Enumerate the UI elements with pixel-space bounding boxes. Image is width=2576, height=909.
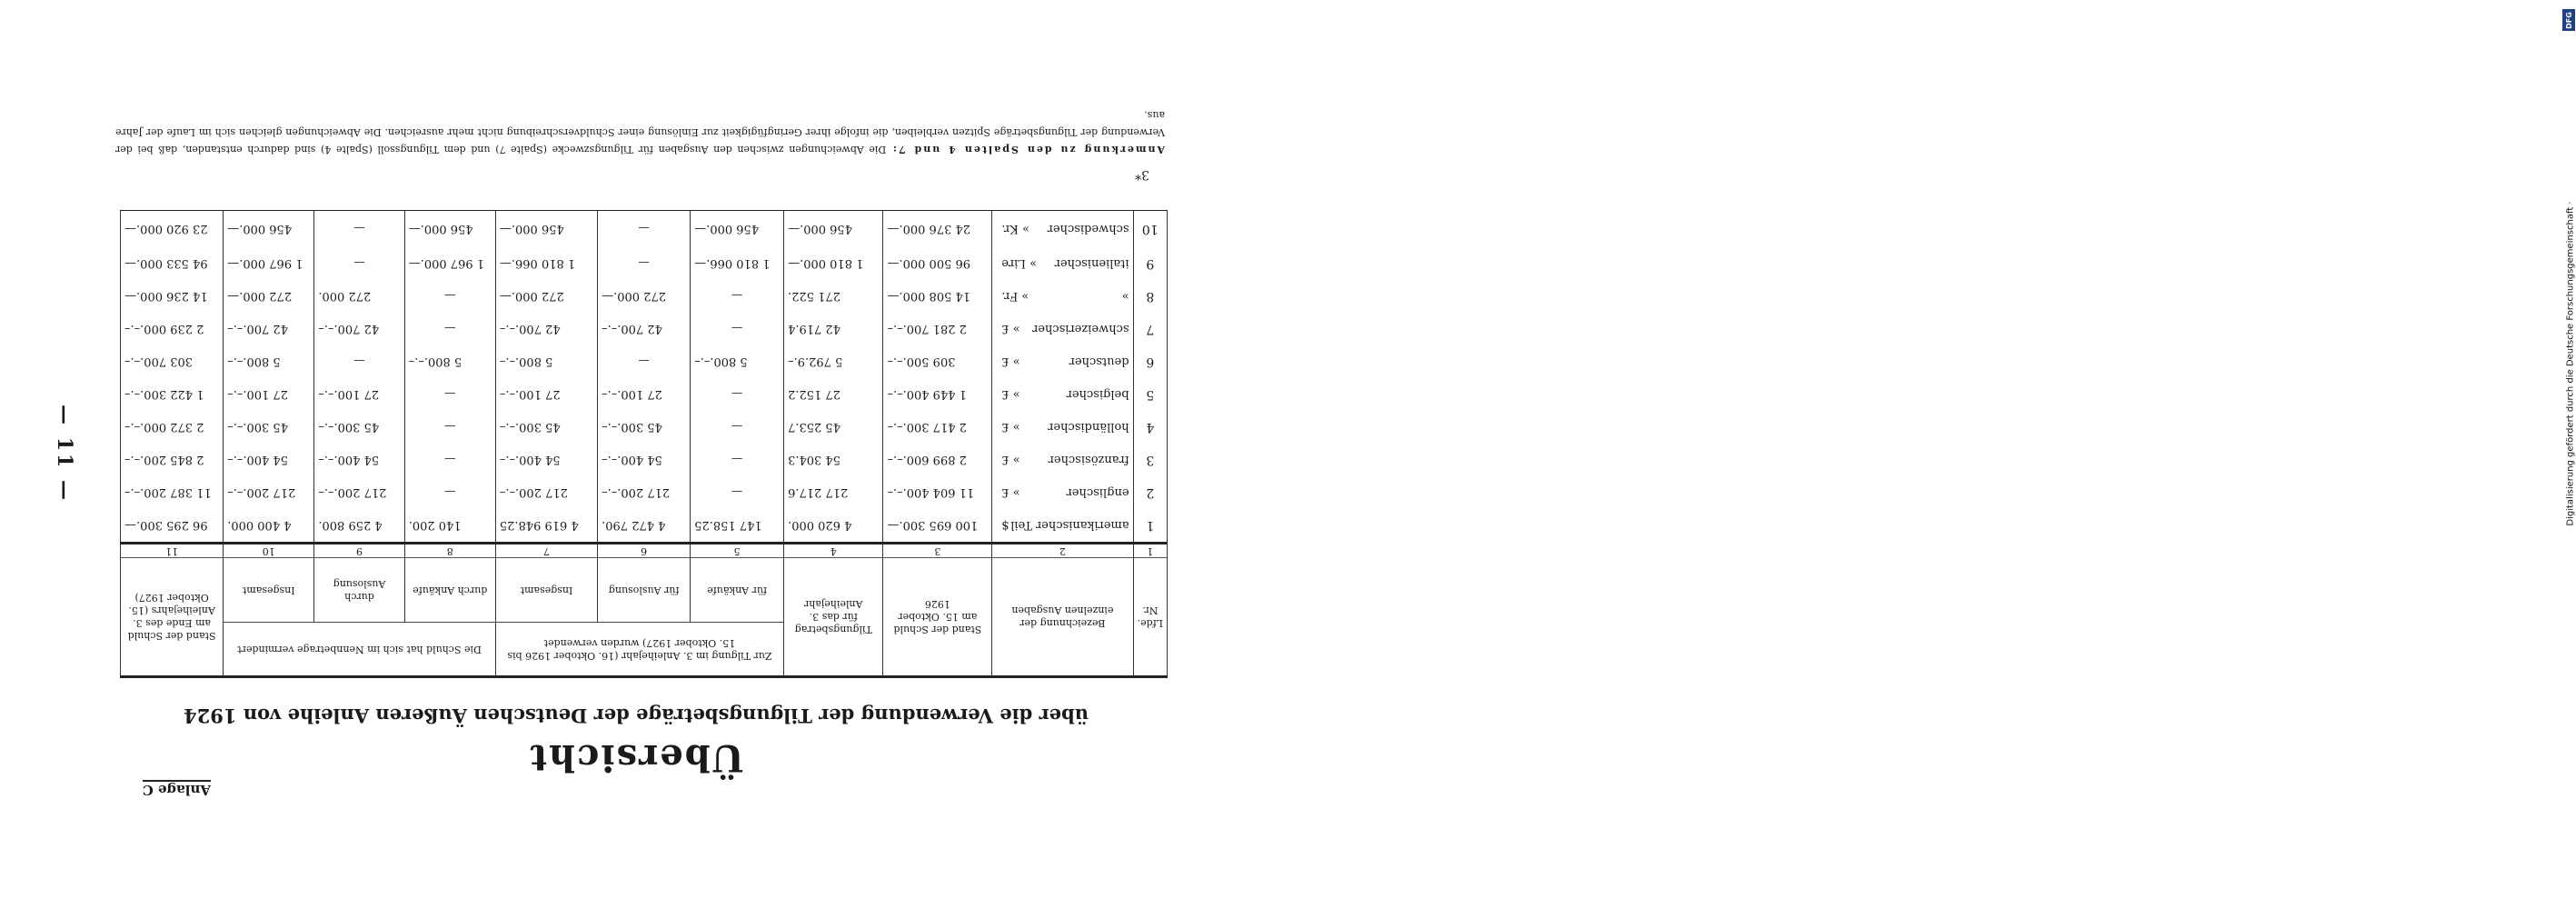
- cell-c5: —: [691, 313, 784, 345]
- row-name: amerikanischer Teil: [1010, 518, 1129, 533]
- cell-c3: 14 508 000.—: [883, 280, 992, 313]
- cell-c8: —: [404, 313, 495, 345]
- scanned-page: [0, 0, 1272, 909]
- row-description: [992, 476, 1133, 509]
- cell-c10: 272 000.—: [224, 280, 314, 313]
- header-insgesamt: Insgesamt: [495, 558, 597, 623]
- page-subtitle: über die Verwendung der Tilgungsbeträge der Deutschen Äußeren Anleihe von 1924: [184, 704, 1089, 727]
- cell-c4: 1 810 000.—: [784, 247, 883, 280]
- cell-c9: 272 000.: [314, 280, 404, 313]
- cell-c4: 217 217.6: [784, 476, 883, 509]
- column-number: 4: [784, 544, 883, 558]
- row-currency: » £: [1001, 453, 1020, 467]
- cell-c6: 4 472 790.: [598, 509, 691, 544]
- digitization-credit: Digitalisierung gefördert durch die Deutsche Forschungsgemeinschaft ·: [2565, 201, 2576, 526]
- row-number: 9: [1133, 247, 1167, 280]
- row-name: schweizerischer: [1032, 322, 1129, 336]
- row-description: [992, 509, 1133, 544]
- cell-c9: —: [314, 211, 404, 248]
- header-auslosung: für Auslosung: [598, 558, 691, 623]
- header-ankaeufe: für Ankäufe: [691, 558, 784, 623]
- cell-c6: —: [598, 247, 691, 280]
- header-lfde: Lfde. Nr.: [1133, 558, 1167, 677]
- cell-c8: 1 967 000.—: [404, 247, 495, 280]
- cell-c7: 1 810 066.—: [495, 247, 597, 280]
- cell-c4: 5 792.9.–: [784, 345, 883, 378]
- attachment-label: Anlage C: [142, 782, 211, 798]
- table-row: [121, 411, 1168, 444]
- cell-c3: 2 899 600.–.–: [883, 444, 992, 476]
- cell-c3: 11 604 400.–.–: [883, 476, 992, 509]
- column-number: 2: [992, 544, 1133, 558]
- cell-c6: 42 700.–.–: [598, 313, 691, 345]
- cell-c7: 5 800.–.–: [495, 345, 597, 378]
- cell-c9: —: [314, 345, 404, 378]
- cell-c11: 2 239 000.–.–: [121, 313, 224, 345]
- cell-c8: 5 800.–.–: [404, 345, 495, 378]
- cell-c7: 27 100.–.–: [495, 378, 597, 411]
- header-group-schuld: Die Schuld hat sich im Nennbetrage vermindert: [224, 623, 496, 677]
- cell-c4: 27 152.2: [784, 378, 883, 411]
- header-bezeichnung: Bezeichnung der einzelnen Ausgaben: [992, 558, 1133, 677]
- table-row: [121, 280, 1168, 313]
- cell-c3: 24 376 000.—: [883, 211, 992, 248]
- data-table: [120, 210, 1168, 678]
- cell-c9: 27 100.–.–: [314, 378, 404, 411]
- cell-c7: 217 200.–.–: [495, 476, 597, 509]
- header-stand-ende: Stand der Schuld am Ende des 3. Anleihejahrs (15. Oktober 1927): [121, 558, 224, 677]
- header-durch-ankaeufe: durch Ankäufe: [404, 558, 495, 623]
- cell-c10: 456 000.—: [224, 211, 314, 248]
- cell-c4: 456 000.—: [784, 211, 883, 248]
- cell-c4: 42 719.4: [784, 313, 883, 345]
- page-number: — 11 —: [53, 405, 77, 503]
- table-row: [121, 345, 1168, 378]
- row-currency: » £: [1001, 322, 1020, 336]
- cell-c10: 4 400 000.: [224, 509, 314, 544]
- footnote-label: Anmerkung zu den Spalten 4 und 7:: [890, 144, 1165, 155]
- header-insgesamt-2: Insgesamt: [224, 558, 314, 623]
- cell-c5: —: [691, 444, 784, 476]
- table-row: [121, 509, 1168, 544]
- cell-c3: 2 417 300.–.–: [883, 411, 992, 444]
- cell-c7: 456 000.—: [495, 211, 597, 248]
- row-number: 5: [1133, 378, 1167, 411]
- cell-c6: 45 300.–.–: [598, 411, 691, 444]
- table-row: [121, 444, 1168, 476]
- cell-c10: 1 967 000.—: [224, 247, 314, 280]
- cell-c3: 309 500.–.–: [883, 345, 992, 378]
- row-currency: » Lire: [1001, 256, 1038, 271]
- table-row: [121, 378, 1168, 411]
- cell-c6: —: [598, 345, 691, 378]
- row-description: [992, 411, 1133, 444]
- cell-c10: 27 100.–.–: [224, 378, 314, 411]
- cell-c11: 96 295 300.—: [121, 509, 224, 544]
- row-name: holländischer: [1048, 420, 1129, 435]
- header-durch-auslosung: durch Auslosung: [314, 558, 404, 623]
- row-description: [992, 211, 1133, 248]
- row-number: 7: [1133, 313, 1167, 345]
- row-name: italienischer: [1054, 256, 1129, 271]
- cell-c11: 1 422 300.–.–: [121, 378, 224, 411]
- row-name: schwedischer: [1047, 222, 1129, 236]
- row-number: 1: [1133, 509, 1167, 544]
- cell-c5: —: [691, 280, 784, 313]
- cell-c3: 1 449 400.–.–: [883, 378, 992, 411]
- cell-c7: 42 700.–.–: [495, 313, 597, 345]
- row-number: 6: [1133, 345, 1167, 378]
- cell-c7: 272 000.—: [495, 280, 597, 313]
- cell-c6: 272 000.—: [598, 280, 691, 313]
- cell-c10: 42 700.–.–: [224, 313, 314, 345]
- row-description: [992, 280, 1133, 313]
- cell-c8: 140 200.: [404, 509, 495, 544]
- column-number: 5: [691, 544, 784, 558]
- row-currency: » £: [1001, 387, 1020, 402]
- cell-c3: 100 695 300.—: [883, 509, 992, 544]
- cell-c7: 54 400.–.–: [495, 444, 597, 476]
- row-description: [992, 313, 1133, 345]
- row-currency: » Fr.: [1001, 289, 1029, 304]
- cell-c7: 4 619 948.25: [495, 509, 597, 544]
- cell-c8: —: [404, 280, 495, 313]
- signature-mark: 3*: [1135, 167, 1149, 182]
- cell-c6: 217 200.–.–: [598, 476, 691, 509]
- cell-c4: 4 620 000.: [784, 509, 883, 544]
- column-number: 8: [404, 544, 495, 558]
- cell-c8: —: [404, 411, 495, 444]
- row-number: 10: [1133, 211, 1167, 248]
- cell-c4: 54 304.3: [784, 444, 883, 476]
- cell-c6: 54 400.–.–: [598, 444, 691, 476]
- column-number: 1: [1133, 544, 1167, 558]
- row-name: belgischer: [1066, 387, 1129, 402]
- cell-c3: 2 281 700.–.–: [883, 313, 992, 345]
- cell-c5: 1 810 066.—: [691, 247, 784, 280]
- cell-c11: 14 236 000.—: [121, 280, 224, 313]
- row-currency: » Kr.: [1001, 222, 1029, 236]
- footnote-text: Die Abweichungen zwischen den Ausgaben für Tilgungszwecke (Spalte 7) und dem Tilgungssoll (Spalte 4) sind dadurch entstanden, daß bei der Verwendung der Tilgungsbeträge Spitzen verbleiben, die infolge ihrer Geringfügigkeit zur Einlösung einer Schuldverschreibung nicht mehr ausreichen. Die Abweichungen gleichen sich im Laufe der Jahre aus.: [115, 109, 1165, 155]
- cell-c5: —: [691, 411, 784, 444]
- column-number: 11: [121, 544, 224, 558]
- row-name: »: [1121, 289, 1129, 304]
- row-name: deutscher: [1069, 355, 1129, 369]
- cell-c10: 45 300.–.–: [224, 411, 314, 444]
- column-number: 9: [314, 544, 404, 558]
- cell-c11: 11 387 200.–.–: [121, 476, 224, 509]
- cell-c9: 45 300.–.–: [314, 411, 404, 444]
- cell-c11: 2 845 200.–.–: [121, 444, 224, 476]
- cell-c7: 45 300.–.–: [495, 411, 597, 444]
- row-number: 8: [1133, 280, 1167, 313]
- table-row: [121, 247, 1168, 280]
- row-number: 3: [1133, 444, 1167, 476]
- row-name: englischer: [1066, 485, 1129, 500]
- row-number: 4: [1133, 411, 1167, 444]
- row-description: [992, 444, 1133, 476]
- cell-c9: 42 700.–.–: [314, 313, 404, 345]
- row-name: französischer: [1048, 453, 1129, 467]
- cell-c5: 5 800.–.–: [691, 345, 784, 378]
- row-number: 2: [1133, 476, 1167, 509]
- cell-c5: —: [691, 378, 784, 411]
- cell-c4: 45 253.7: [784, 411, 883, 444]
- cell-c6: 27 100.–.–: [598, 378, 691, 411]
- column-number: 6: [598, 544, 691, 558]
- table-row: [121, 211, 1168, 248]
- page-title: Übersicht: [528, 736, 744, 779]
- cell-c10: 54 400.–.–: [224, 444, 314, 476]
- row-currency: $: [1001, 518, 1010, 533]
- cell-c8: —: [404, 444, 495, 476]
- row-currency: » £: [1001, 420, 1020, 435]
- row-description: [992, 345, 1133, 378]
- cell-c8: —: [404, 378, 495, 411]
- cell-c9: 217 200.–.–: [314, 476, 404, 509]
- cell-c10: 217 200.–.–: [224, 476, 314, 509]
- cell-c3: 96 500 000.—: [883, 247, 992, 280]
- cell-c11: 2 372 000.–.–: [121, 411, 224, 444]
- row-currency: » £: [1001, 355, 1020, 369]
- cell-c5: 147 158.25: [691, 509, 784, 544]
- dfg-logo: DFG: [2562, 9, 2575, 31]
- header-stand-1926: Stand der Schuld am 15. Oktober 1926: [883, 558, 992, 677]
- row-description: [992, 247, 1133, 280]
- digitization-sidebar: [1274, 0, 2576, 909]
- cell-c4: 271 522.: [784, 280, 883, 313]
- cell-c11: 94 533 000.—: [121, 247, 224, 280]
- table-row: [121, 313, 1168, 345]
- footnote: [115, 106, 1165, 158]
- cell-c5: 456 000.—: [691, 211, 784, 248]
- cell-c9: 54 400.–.–: [314, 444, 404, 476]
- cell-c11: 23 920 000.—: [121, 211, 224, 248]
- cell-c6: —: [598, 211, 691, 248]
- header-group-tilgung: Zur Tilgung im 3. Anleihejahr (16. Oktober 1926 bis 15. Oktober 1927) wurden verwendet: [495, 623, 783, 677]
- cell-c9: —: [314, 247, 404, 280]
- cell-c8: —: [404, 476, 495, 509]
- column-number: 3: [883, 544, 992, 558]
- cell-c9: 4 259 800.: [314, 509, 404, 544]
- row-description: [992, 378, 1133, 411]
- table-row: [121, 476, 1168, 509]
- header-tilgungsbetrag: Tilgungsbetrag für das 3. Anleihejahr: [784, 558, 883, 677]
- cell-c8: 456 000.—: [404, 211, 495, 248]
- cell-c11: 303 700.–.–: [121, 345, 224, 378]
- cell-c5: —: [691, 476, 784, 509]
- cell-c10: 5 800.–.–: [224, 345, 314, 378]
- row-currency: » £: [1001, 485, 1020, 500]
- column-number: 7: [495, 544, 597, 558]
- column-number: 10: [224, 544, 314, 558]
